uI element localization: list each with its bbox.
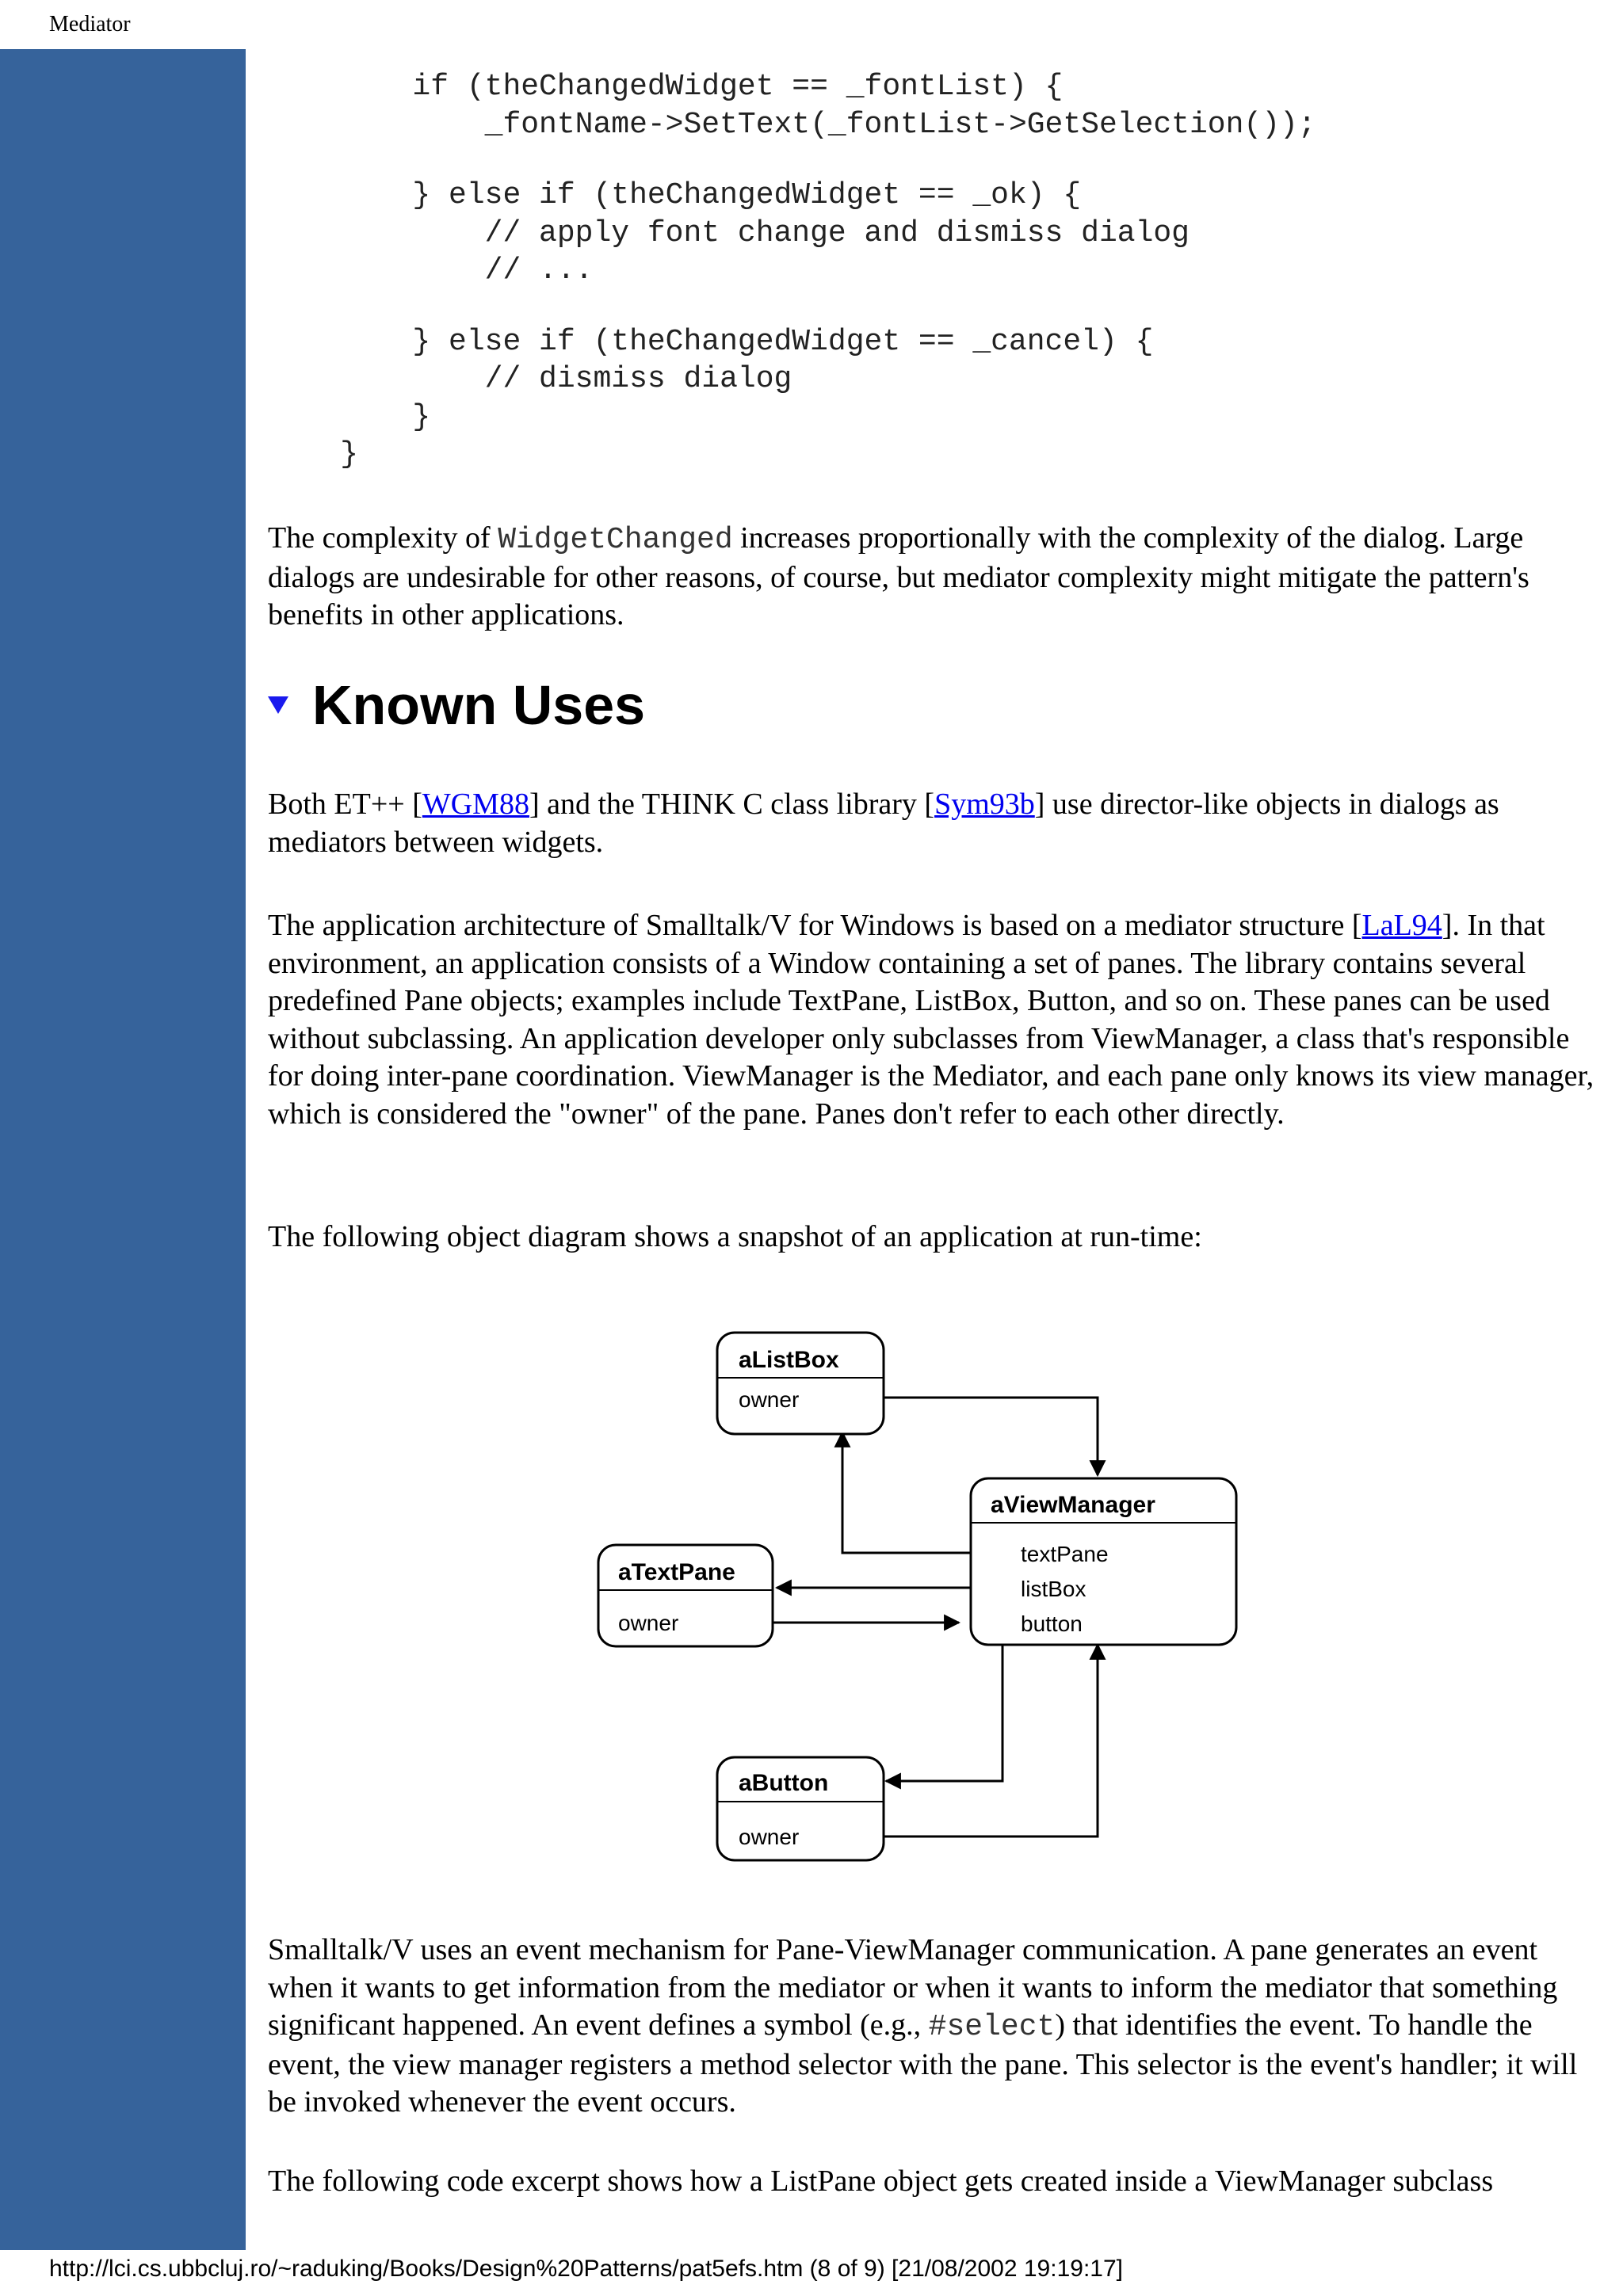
- sidebar-band: [0, 49, 246, 2250]
- object-field: owner: [739, 1387, 800, 1412]
- object-title: aListBox: [739, 1347, 839, 1373]
- code-line: _fontName->SetText(_fontList->GetSelection());: [268, 107, 1316, 142]
- reference-link-wgm88[interactable]: WGM88: [422, 788, 529, 821]
- object-box-alistbox: [717, 1333, 884, 1434]
- object-title: aButton: [739, 1770, 829, 1796]
- paragraph-smalltalk: The application architecture of Smalltalk/V for Windows is based on a mediator structure [LaL94]. In that environment, an application consists of a Window containing a set of panes. The library contains several predefined Pane objects; examples include TextPane, ListBox, Button, and so on. These panes can be used without subclassing. An application developer only subclasses from ViewManager, a class that's responsible for doing inter-pane coordination. ViewManager is the Mediator, and each pane only knows its view manager, which is considered the "owner" of the pane. Panes don't refer to each other directly.: [268, 909, 1594, 1131]
- code-line: }: [268, 437, 359, 471]
- paragraph-event-mechanism: Smalltalk/V uses an event mechanism for Pane-ViewManager communication. A pane generates an event when it wants to get information from the mediator or when it wants to inform the mediator that something significant happened. An event defines a symbol (e.g., #select) that identifies the event. To handle the event, the view manager registers a method selector with the pane. This selector is the event's handler; it will be invoked whenever the event occurs.: [268, 1933, 1578, 2119]
- object-title: aTextPane: [618, 1559, 735, 1585]
- code-block: [268, 177, 1606, 290]
- paragraph-et-think: Both ET++ [WGM88] and the THINK C class library [Sym93b] use director-like objects in dialogs as mediators between widgets.: [268, 788, 1499, 859]
- inline-code: #select: [928, 2010, 1056, 2044]
- object-diagram: [586, 1309, 1252, 1863]
- object-field: textPane: [1021, 1542, 1109, 1566]
- page-footer-url: http://lci.cs.ubbcluj.ro/~raduking/Books/Design%20Patterns/pat5efs.htm (8 of 9) [21/08/2002 19:19:17]: [49, 2256, 1123, 2282]
- object-title: aViewManager: [991, 1492, 1155, 1518]
- code-line: // dismiss dialog: [268, 362, 792, 396]
- object-box-abutton: [717, 1757, 884, 1860]
- page-header-title: Mediator: [49, 12, 131, 36]
- reference-link-lal94[interactable]: LaL94: [1361, 909, 1442, 942]
- code-block: [268, 68, 1606, 143]
- code-excerpt: [268, 68, 1606, 474]
- code-line: } else if (theChangedWidget == _ok) {: [268, 178, 1082, 212]
- code-block: [268, 323, 1606, 474]
- object-field: owner: [618, 1611, 679, 1635]
- object-field: owner: [739, 1825, 800, 1849]
- section-title: Known Uses: [312, 674, 646, 736]
- object-field: listBox: [1021, 1577, 1086, 1601]
- reference-link-sym93b[interactable]: Sym93b: [934, 788, 1035, 821]
- inline-code: WidgetChanged: [498, 523, 733, 557]
- code-line: if (theChangedWidget == _fontList) {: [268, 70, 1064, 104]
- section-heading-known-uses: [268, 672, 645, 738]
- paragraph-diagram-intro: The following object diagram shows a snapshot of an application at run-time:: [268, 1220, 1202, 1253]
- paragraph-code-excerpt-intro: The following code excerpt shows how a ListPane object gets created inside a ViewManager subclass: [268, 2164, 1494, 2198]
- code-line: // apply font change and dismiss dialog: [268, 215, 1190, 250]
- object-box-aviewmanager: [971, 1478, 1236, 1645]
- object-field: button: [1021, 1611, 1083, 1636]
- triangle-down-icon: [268, 696, 288, 714]
- object-box-atextpane: [598, 1545, 773, 1646]
- code-line: } else if (theChangedWidget == _cancel) {: [268, 324, 1154, 359]
- paragraph-complexity: The complexity of WidgetChanged increases proportionally with the complexity of the dialog. Large dialogs are undesirable for other reasons, of course, but mediator complexity might mitigate the pattern's benefits in other applications.: [268, 521, 1529, 631]
- code-line: }: [268, 399, 431, 434]
- code-line: // ...: [268, 254, 594, 288]
